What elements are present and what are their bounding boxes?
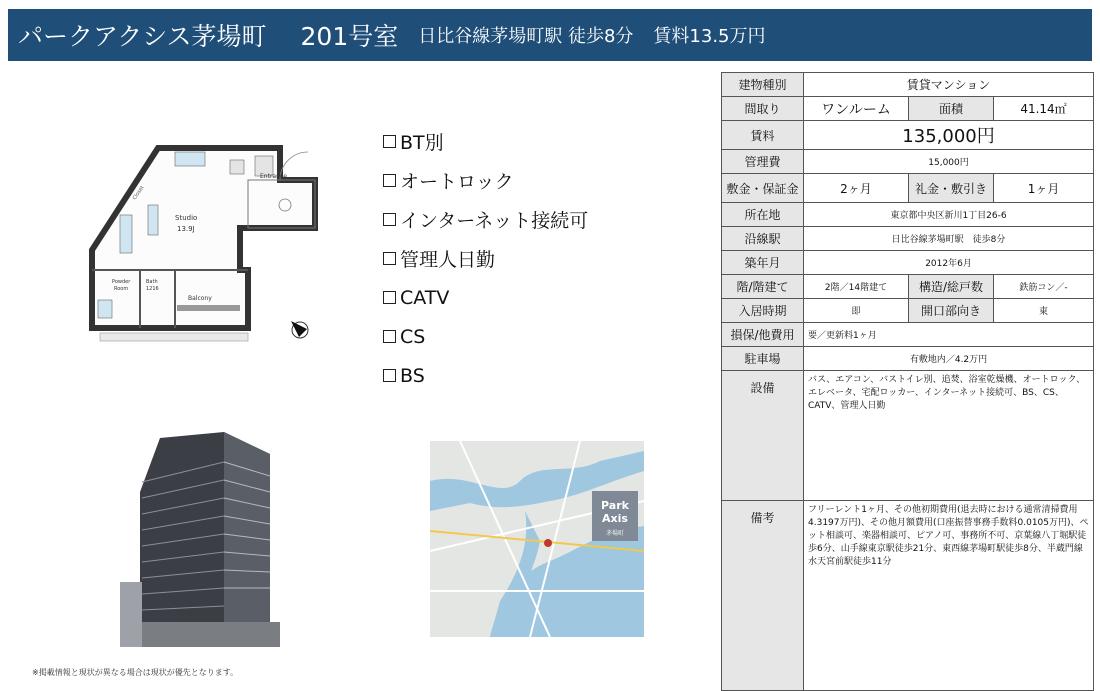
spec-value: 41.14㎡ bbox=[994, 97, 1094, 121]
property-name: パークアクシス茅場町 bbox=[18, 22, 267, 51]
spec-value: 要／更新料1ヶ月 bbox=[804, 323, 1094, 347]
map-pin-icon bbox=[544, 539, 552, 547]
spec-value: 有敷地内／4.2万円 bbox=[804, 347, 1094, 371]
spec-label: 沿線駅 bbox=[722, 227, 804, 251]
spec-value: 鉄筋コン／- bbox=[994, 275, 1094, 299]
feature-checklist bbox=[383, 122, 588, 395]
label-room: Room bbox=[114, 286, 129, 292]
spec-label: 構造/総戸数 bbox=[909, 275, 994, 299]
spec-value: 2階／14階建て bbox=[804, 275, 909, 299]
table-row bbox=[722, 371, 1094, 501]
spec-label: 入居時期 bbox=[722, 299, 804, 323]
table-row bbox=[722, 251, 1094, 275]
rent-summary: 賃料13.5万円 bbox=[653, 26, 766, 47]
room-number: 201号室 bbox=[300, 22, 399, 51]
spec-label: 損保/他費用 bbox=[722, 323, 804, 347]
disclaimer-note: ※掲載情報と現状が異なる場合は現状が優先となります。 bbox=[32, 668, 239, 677]
label-bath: Bath bbox=[146, 279, 158, 285]
spec-value: フリーレント1ヶ月、その他初期費用(退去時における通常清掃費用4.3197万円)、その他月額費用(口座振替事務手数料0.0105万円)、ペット相談可、楽器相談可、ピアノ可、事務所不可、京葉線八丁堀駅徒歩6分、山手線東京駅徒歩21分、東西線茅場町駅徒歩8分、半蔵門線水天宮前駅徒歩11分 bbox=[804, 501, 1094, 691]
spec-label: 敷金・保証金 bbox=[722, 174, 804, 203]
spec-value: 135,000円 bbox=[804, 121, 1094, 150]
building-photo bbox=[120, 432, 280, 647]
spec-value: 1ヶ月 bbox=[994, 174, 1094, 203]
table-row bbox=[722, 203, 1094, 227]
spec-value: 2012年6月 bbox=[804, 251, 1094, 275]
feature-item: オートロック bbox=[383, 161, 588, 200]
north-arrow-icon bbox=[285, 315, 315, 345]
map-brand-park: Park bbox=[601, 499, 629, 512]
feature-item: 管理人日勤 bbox=[383, 239, 588, 278]
table-row bbox=[722, 97, 1094, 121]
spec-label: 面積 bbox=[909, 97, 994, 121]
map-brand-sub: 茅場町 bbox=[605, 530, 625, 537]
spec-value: 2ヶ月 bbox=[804, 174, 909, 203]
feature-item: BT別 bbox=[383, 122, 588, 161]
checkbox-icon bbox=[383, 174, 396, 187]
table-row bbox=[722, 174, 1094, 203]
table-row bbox=[722, 73, 1094, 97]
property-spec-table bbox=[721, 72, 1094, 691]
location-map bbox=[430, 441, 644, 637]
label-studio-size: 13.9J bbox=[177, 225, 195, 233]
checkbox-icon bbox=[383, 330, 396, 343]
checkbox-icon bbox=[383, 291, 396, 304]
feature-item: CS bbox=[383, 317, 588, 356]
spec-label: 賃料 bbox=[722, 121, 804, 150]
label-bath-size: 1216 bbox=[146, 286, 159, 292]
spec-value: ワンルーム bbox=[804, 97, 909, 121]
table-row bbox=[722, 501, 1094, 691]
label-entrance: Entrance bbox=[260, 173, 287, 180]
spec-label: 設備 bbox=[722, 371, 804, 501]
spec-label: 管理費 bbox=[722, 150, 804, 174]
spec-label: 階/階建て bbox=[722, 275, 804, 299]
checkbox-icon bbox=[383, 213, 396, 226]
spec-value: 日比谷線茅場町駅 徒歩8分 bbox=[804, 227, 1094, 251]
spec-label: 開口部向き bbox=[909, 299, 994, 323]
spec-label: 礼金・敷引き bbox=[909, 174, 994, 203]
table-row bbox=[722, 347, 1094, 371]
spec-label: 間取り bbox=[722, 97, 804, 121]
spec-value: 東京都中央区新川1丁目26-6 bbox=[804, 203, 1094, 227]
checkbox-icon bbox=[383, 252, 396, 265]
feature-item: BS bbox=[383, 356, 588, 395]
feature-item: CATV bbox=[383, 278, 588, 317]
spec-label: 所在地 bbox=[722, 203, 804, 227]
checkbox-icon bbox=[383, 369, 396, 382]
table-row bbox=[722, 227, 1094, 251]
feature-item: インターネット接続可 bbox=[383, 200, 588, 239]
spec-value: 15,000円 bbox=[804, 150, 1094, 174]
table-row bbox=[722, 299, 1094, 323]
spec-label: 備考 bbox=[722, 501, 804, 691]
label-balcony: Balcony bbox=[188, 295, 212, 302]
station-access: 日比谷線茅場町駅 徒歩8分 bbox=[418, 26, 634, 47]
checkbox-icon bbox=[383, 135, 396, 148]
spec-value: 東 bbox=[994, 299, 1094, 323]
table-row bbox=[722, 323, 1094, 347]
spec-label: 駐車場 bbox=[722, 347, 804, 371]
spec-value: 即 bbox=[804, 299, 909, 323]
spec-value: バス、エアコン、バストイレ別、追焚、浴室乾燥機、オートロック、エレベータ、宅配ロッカー、インターネット接続可、BS、CS、CATV、管理人日勤 bbox=[804, 371, 1094, 501]
spec-label: 建物種別 bbox=[722, 73, 804, 97]
label-powder: Powder bbox=[112, 279, 131, 285]
table-row bbox=[722, 275, 1094, 299]
table-row bbox=[722, 150, 1094, 174]
table-row bbox=[722, 121, 1094, 150]
label-closet: Closet bbox=[131, 184, 146, 202]
spec-label: 築年月 bbox=[722, 251, 804, 275]
label-studio: Studio bbox=[175, 214, 198, 222]
page-header bbox=[8, 9, 1092, 61]
spec-value: 賃貸マンション bbox=[804, 73, 1094, 97]
map-brand-axis: Axis bbox=[602, 512, 628, 525]
